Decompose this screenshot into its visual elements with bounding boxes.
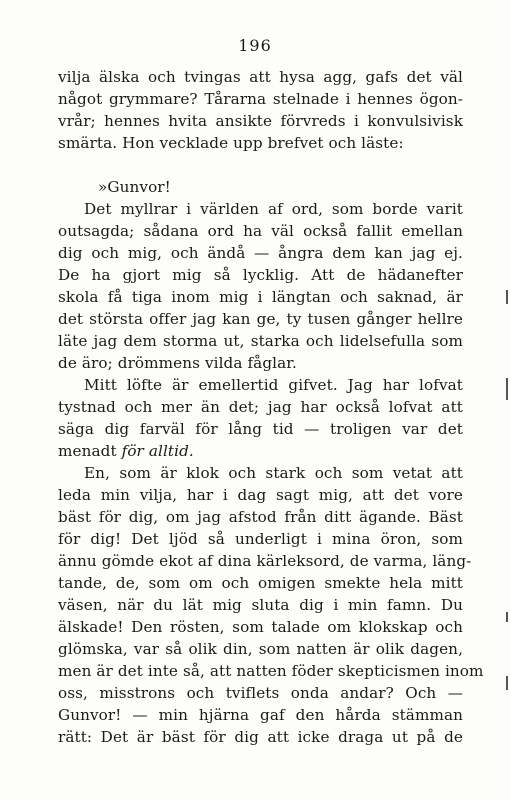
line-text: Mitt löfte är emellertid gifvet. Jag har lofvat bbox=[84, 376, 463, 394]
line-text: En, som är klok och stark och som vetat att bbox=[84, 464, 463, 482]
text-line bbox=[58, 88, 463, 110]
line-text: tystnad och mer än det; jag har också lofvat att bbox=[58, 398, 463, 416]
text-line bbox=[58, 198, 463, 220]
margin-mark bbox=[506, 612, 508, 622]
line-text: de äro; drömmens vilda fåglar. bbox=[58, 354, 297, 372]
line-text: vilja älska och tvingas att hysa agg, gafs det väl bbox=[58, 68, 463, 86]
line-text: älskade! Den rösten, som talade om klokskap och bbox=[58, 618, 463, 636]
line-text: skola få tiga inom mig i längtan och saknad, är bbox=[58, 288, 463, 306]
text-line bbox=[58, 242, 463, 264]
text-line bbox=[58, 396, 463, 418]
line-text: det största offer jag kan ge, ty tusen gånger hellre bbox=[58, 310, 463, 328]
line-text: vrår; hennes hvita ansikte förvreds i konvulsivisk bbox=[58, 112, 463, 130]
line-text: De ha gjort mig så lycklig. Att de hädanefter bbox=[58, 266, 463, 284]
text-line bbox=[58, 110, 463, 132]
text-line bbox=[58, 528, 463, 550]
line-text: smärta. Hon vecklade upp brefvet och läste: bbox=[58, 134, 404, 152]
text-line bbox=[58, 660, 484, 682]
text-line bbox=[58, 484, 463, 506]
line-text: rätt: Det är bäst för dig att icke draga ut på de bbox=[58, 728, 463, 746]
text-line bbox=[58, 550, 472, 572]
text-line bbox=[58, 286, 463, 308]
text-line bbox=[58, 418, 463, 440]
body-text bbox=[58, 66, 484, 748]
line-text: läte jag dem storma ut, starka och lidelsefulla som bbox=[58, 332, 463, 350]
text-line bbox=[58, 638, 463, 660]
line-text: ännu gömde ekot af dina kärleksord, de varma, läng- bbox=[58, 552, 472, 570]
line-text: outsagda; sådana ord ha väl också fallit emellan bbox=[58, 222, 463, 240]
line-text: dig och mig, och ändå — ångra dem kan jag ej. bbox=[58, 244, 463, 262]
line-text: Gunvor! — min hjärna gaf den hårda stämman bbox=[58, 706, 463, 724]
line-text: väsen, när du lät mig sluta dig i min famn. Du bbox=[58, 596, 463, 614]
italic-text: för alltid. bbox=[121, 442, 194, 460]
line-text: men är det inte så, att natten föder skepticismen inom bbox=[58, 662, 484, 680]
text-line bbox=[58, 264, 463, 286]
line-text: menadt bbox=[58, 442, 117, 460]
text-line bbox=[58, 682, 463, 704]
text-line bbox=[58, 506, 463, 528]
line-text: »Gunvor! bbox=[98, 178, 171, 196]
text-line bbox=[58, 308, 463, 330]
margin-mark bbox=[506, 378, 508, 400]
margin-mark bbox=[506, 290, 508, 304]
text-line bbox=[58, 704, 463, 726]
line-text: något grymmare? Tårarna stelnade i hennes ögon- bbox=[58, 90, 463, 108]
line-text: Det myllrar i världen af ord, som borde varit bbox=[84, 200, 463, 218]
text-line bbox=[58, 220, 463, 242]
text-line bbox=[58, 440, 463, 462]
text-line bbox=[58, 594, 463, 616]
margin-mark bbox=[506, 676, 508, 690]
line-text: säga dig farväl för lång tid — troligen var det bbox=[58, 420, 463, 438]
line-text: tande, de, som om och omigen smekte hela mitt bbox=[58, 574, 463, 592]
text-line bbox=[58, 132, 463, 154]
line-text: leda min vilja, har i dag sagt mig, att det vore bbox=[58, 486, 463, 504]
line-text: bäst för dig, om jag afstod från ditt ägande. Bäst bbox=[58, 508, 463, 526]
text-line bbox=[58, 176, 463, 198]
line-text: oss, misstrons och tviflets onda andar? Och — bbox=[58, 684, 463, 702]
text-line bbox=[58, 66, 463, 88]
text-line bbox=[58, 726, 463, 748]
line-text: glömska, var så olik din, som natten är olik dagen, bbox=[58, 640, 463, 658]
text-line bbox=[58, 352, 463, 374]
page-number: 196 bbox=[238, 36, 272, 55]
line-text: för dig! Det ljöd så underligt i mina öron, som bbox=[58, 530, 463, 548]
text-line bbox=[58, 572, 463, 594]
paragraph-gap bbox=[58, 154, 463, 176]
text-line bbox=[58, 462, 463, 484]
text-line bbox=[58, 616, 463, 638]
text-line bbox=[58, 330, 463, 352]
text-line bbox=[58, 374, 463, 396]
